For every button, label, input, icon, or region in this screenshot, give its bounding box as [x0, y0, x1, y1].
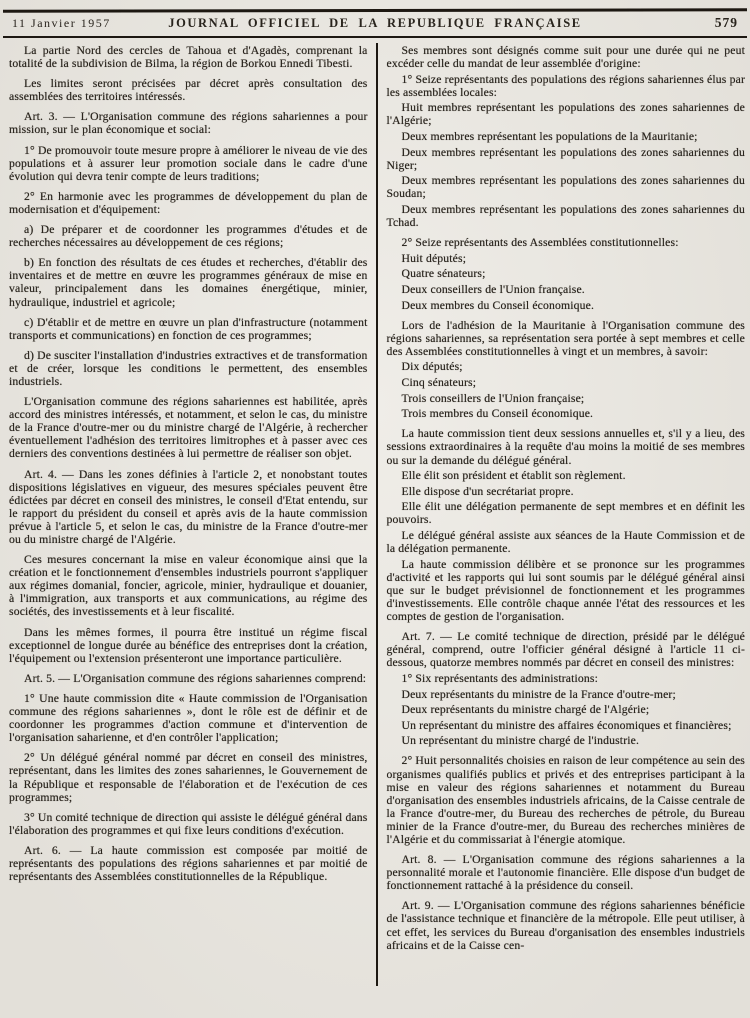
- paragraph: Art. 3. — L'Organisation commune des régions sahariennes a pour mission, sur le plan économique et social:: [9, 110, 368, 137]
- paragraph: Art. 5. — L'Organisation commune des régions sahariennes comprend:: [24, 671, 367, 685]
- text-columns: [9, 43, 745, 1014]
- paragraph: Un représentant du ministre chargé de l'industrie.: [401, 734, 640, 748]
- paragraph: a) De préparer et de coordonner les programmes d'études et de recherches nécessaires au développement de ces régions;: [9, 223, 368, 250]
- page-number: 579: [714, 15, 738, 30]
- paragraph: Deux membres représentant les populations de la Mauritanie;: [401, 130, 698, 144]
- paragraph: Art. 6. — La haute commission est composée par moitié de représentants des populations des régions sahariennes et par moitié de représentants des Assemblées constitutionnelles de la République.: [9, 843, 368, 884]
- paragraph: 2° Huit personnalités choisies en raison de leur compétence au sein des organismes qualifiés publics et privés et des entreprises participant à la mise en valeur des régions sahariennes et notamment du Bureau d'organisation des ensembles industriels africains, de la Caisse centrale de la France d'outre-mer, du Bureau des recherches de pétrole, du Bureau minier de la France d'outre-mer, du Bureau des recherches minières de l'Algérie et du commissariat à l'énergie atomique.: [386, 754, 745, 846]
- paragraph: Huit députés;: [401, 251, 467, 265]
- paragraph: La partie Nord des cercles de Tahoua et d'Agadès, comprenant la totalité de la subdivision de Bilma, la région de Borkou Ennedi Tibesti.: [9, 44, 368, 71]
- paragraph: Art. 9. — L'Organisation commune des régions sahariennes bénéficie de l'assistance technique et financière de la métropole. Elle peut utiliser, à cet effet, les services du Bureau d'organisation des ensembles industriels africains et de la Caisse cen-: [386, 899, 745, 952]
- left-column: [9, 43, 368, 1014]
- paragraph: 2° Seize représentants des Assemblées constitutionnelles:: [401, 236, 679, 250]
- paragraph: Deux membres représentant les populations des zones sahariennes du Soudan;: [386, 174, 745, 201]
- paragraph: Trois membres du Conseil économique.: [401, 407, 594, 421]
- paragraph: 1° Seize représentants des populations des régions sahariennes élus par les assemblées locales:: [386, 72, 745, 99]
- paragraph: 2° En harmonie avec les programmes de développement du plan de modernisation et d'équipement:: [9, 189, 368, 216]
- paragraph: 1° Une haute commission dite « Haute commission de l'Organisation commune des régions sahariennes », dont le rôle est de définir et de coordonner les programmes d'action commune et d'intervention de l'organisation saharienne, et d'en contrôler l'application;: [9, 691, 368, 745]
- paragraph: Elle dispose d'un secrétariat propre.: [401, 484, 574, 498]
- paragraph: Dans les mêmes formes, il pourra être institué un régime fiscal exceptionnel de longue durée au bénéfice des entreprises dont la création, l'équipement ou l'extension présenteront une importance particulière.: [9, 625, 368, 665]
- paragraph: Les limites seront précisées par décret après consultation des assemblées des territoires intéressés.: [9, 77, 368, 104]
- paragraph: L'Organisation commune des régions sahariennes est habilitée, après accord des ministres intéressés, et notamment, et selon le cas, du ministre de la France d'outre-mer ou du ministre chargé de l'Algérie, à rechercher éventuellement l'adhésion des territoires limitrophes et à passer avec ces derniers des conventions destinées à lui permettre de réaliser son objet.: [9, 395, 368, 461]
- paragraph: c) D'établir et de mettre en œuvre un plan d'infrastructure (notamment transports et communications) en fonction de ces programmes;: [9, 315, 368, 342]
- paragraph: Art. 4. — Dans les zones définies à l'article 2, et nonobstant toutes dispositions législatives en vigueur, des mesures spéciales peuvent être édictées par décret en conseil des ministres, le conseil d'Etat entendu, sur le rapport du président du conseil et après avis de la haute commission prévue à l'article 5, et selon le cas, du ministre de la France d'outre-mer ou du ministre chargé de l'Algérie.: [9, 467, 368, 546]
- paragraph: Le délégué général assiste aux séances de la Haute Commission et de la délégation permanente.: [386, 529, 745, 556]
- paragraph: Deux conseillers de l'Union française.: [401, 283, 585, 296]
- paragraph: Trois conseillers de l'Union française;: [401, 391, 585, 405]
- paragraph: Deux membres représentant les populations des zones sahariennes du Tchad.: [386, 203, 745, 230]
- paragraph: La haute commission tient deux sessions annuelles et, s'il y a lieu, des sessions extraordinaires à la requête d'au moins la moitié de ses membres ou sur la demande du délégué général.: [386, 427, 745, 467]
- paragraph: 1° Six représentants des administrations:: [401, 671, 598, 685]
- issue-date: 11 Janvier 1957: [12, 16, 111, 30]
- paragraph: d) De susciter l'installation d'industries extractives et de transformation et de créer, lorsque les conditions le permettent, des ensembles industriels.: [9, 348, 368, 388]
- paragraph: Art. 7. — Le comité technique de direction, présidé par le délégué général, comprend, outre l'officier général désigné à l'article 11 ci-dessous, quatorze membres nommés par décret en conseil des ministres:: [386, 630, 745, 670]
- paragraph: Deux représentants du ministre chargé de l'Algérie;: [401, 703, 650, 717]
- paragraph: Cinq sénateurs;: [401, 376, 477, 390]
- right-column: [387, 43, 746, 1014]
- top-rule: [3, 8, 747, 13]
- paragraph: 2° Un délégué général nommé par décret en conseil des ministres, représentant, dans les limites des zones sahariennes, le Gouvernement de la République et responsable de l'élaboration et de l'exécution de ces programmes;: [9, 751, 368, 804]
- paragraph: La haute commission délibère et se prononce sur les programmes d'activité et les rapports qui lui sont soumis par le délégué général ainsi que sur le budget prévisionnel de fonctionnement et les programmes d'investissements. Elle contrôle chaque année l'état des ressources et les comptes de gestion de l'organisation.: [386, 557, 745, 624]
- paragraph: Dix députés;: [401, 360, 463, 374]
- paragraph: 1° De promouvoir toute mesure propre à améliorer le niveau de vie des populations et à assurer leur promotion sociale dans le cadre d'une évolution qui devra tenir compte de leurs traditions;: [9, 143, 368, 183]
- masthead: [12, 15, 738, 31]
- masthead-rule: [3, 36, 747, 38]
- paragraph: Elle élit son président et établit son règlement.: [401, 469, 626, 483]
- column-divider: [376, 43, 378, 986]
- paragraph: Art. 8. — L'Organisation commune des régions sahariennes a la personnalité morale et l'autonomie financière. Elle dispose d'un budget de fonctionnement rattaché à la présidence du conseil.: [386, 853, 745, 893]
- paragraph: Deux représentants du ministre de la France d'outre-mer;: [401, 687, 676, 701]
- paragraph: Ces mesures concernant la mise en valeur économique ainsi que la création et le fonctionnement d'ensembles industriels pourront s'appliquer aux régimes domanial, foncier, agricole, minier, hydraulique et douanier, à l'immigration, aux transports et aux communications, au régime des sociétés, des investissements et à leur fiscalité.: [9, 553, 368, 619]
- paragraph: b) En fonction des résultats de ces études et recherches, d'établir des inventaires et de mettre en œuvre les programmes généraux de mise en valeur, principalement dans les domaines énergétique, minier, hydraulique, industriel et agricole;: [9, 256, 368, 309]
- paragraph: Deux membres du Conseil économique.: [401, 298, 595, 312]
- journal-title: JOURNAL OFFICIEL DE LA REPUBLIQUE FRANÇAISE: [168, 16, 582, 30]
- paragraph: Huit membres représentant les populations des zones sahariennes de l'Algérie;: [386, 101, 745, 128]
- paragraph: Un représentant du ministre des affaires économiques et financières;: [401, 718, 732, 732]
- paragraph: 3° Un comité technique de direction qui assiste le délégué général dans l'élaboration des programmes et qui fixe leurs conditions d'exécution.: [9, 810, 368, 837]
- paragraph: Quatre sénateurs;: [401, 267, 486, 281]
- paragraph: Lors de l'adhésion de la Mauritanie à l'Organisation commune des régions sahariennes, sa représentation sera portée à sept membres et celle des Assemblées constitutionnelles à vingt et un membres, à savoir:: [386, 318, 745, 358]
- paragraph: Elle élit une délégation permanente de sept membres et en définit les pouvoirs.: [386, 500, 745, 527]
- paragraph: Deux membres représentant les populations des zones sahariennes du Niger;: [386, 145, 745, 172]
- paragraph: Ses membres sont désignés comme suit pour une durée qui ne peut excéder celle du mandat de leur assemblée d'origine:: [386, 44, 745, 71]
